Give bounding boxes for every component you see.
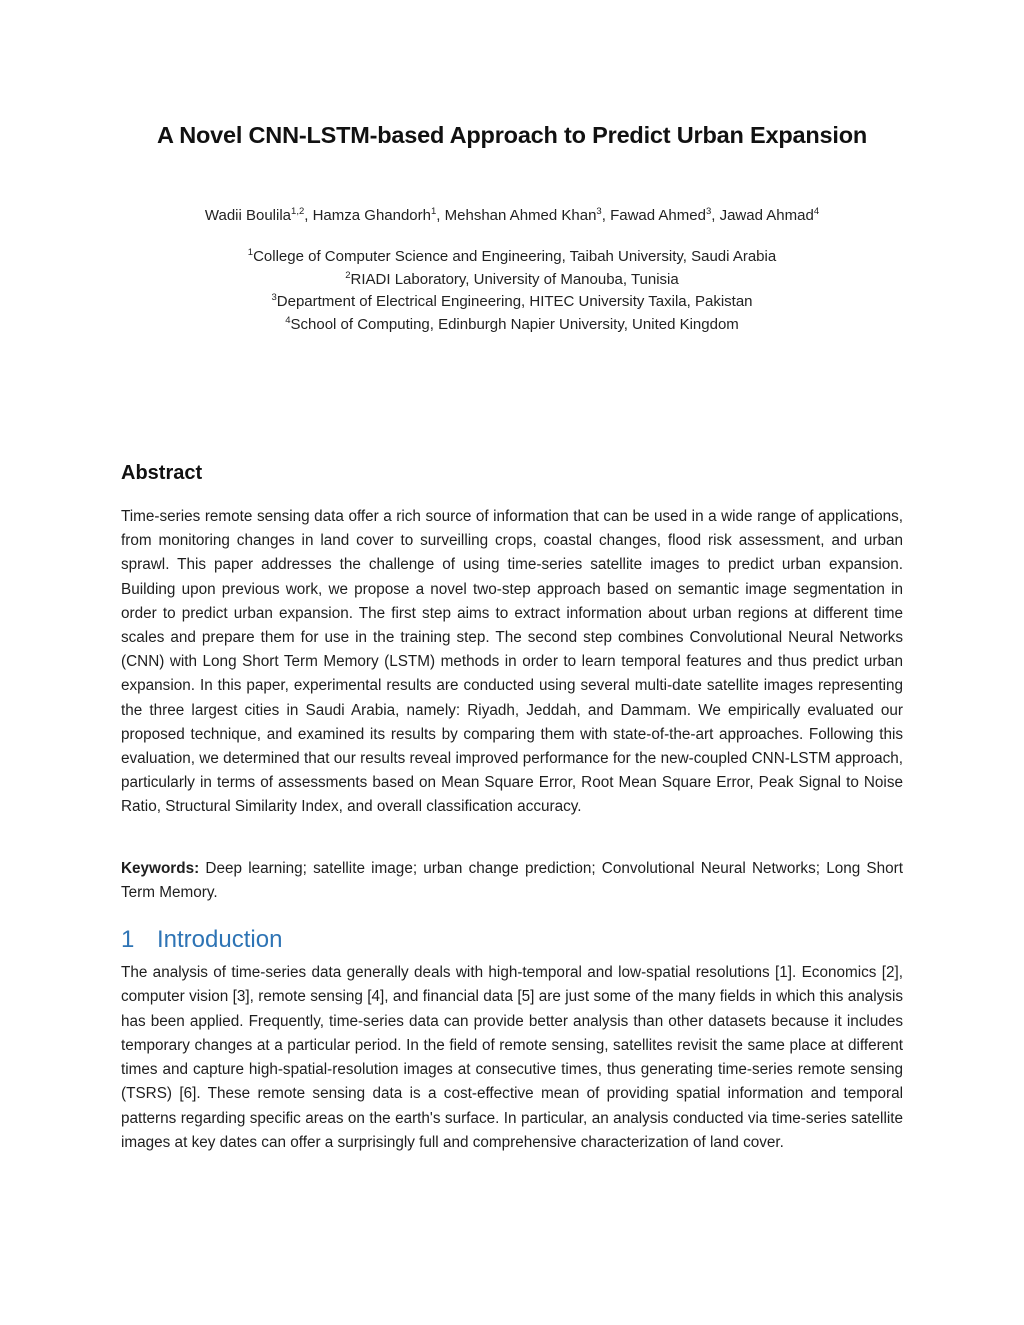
section-heading-introduction <box>121 926 282 954</box>
affiliation: $^4$School of Computing, Edinburgh Napier University, United Kingdom <box>285 314 739 333</box>
keywords-label: Keywords: <box>121 860 200 877</box>
author-superscript: 4 <box>813 206 820 217</box>
author-superscript: 3 <box>596 206 602 217</box>
author-superscript: 1 <box>431 206 437 217</box>
affiliation: $^1$College of Computer Science and Engineering, Taibah University, Saudi Arabia <box>247 247 777 265</box>
introduction-text: The analysis of time-series data generally deals with high-temporal and low-spatial resolutions [1]. Economics [2], computer vision [3], remote sensing [4], and financial data [5] are just some of the many fields in which this analysis has been applied. Frequently, time-series data can provide better analysis than other datasets because it includes temporary changes at a particular period. In the field of remote sensing, satellites revisit the same place at different times and capture high-spatial-resolution images at consecutive times, thus generating time-series remote sensing (TSRS) [6]. These remote sensing data is a cost-effective mean of providing spatial information and temporal patterns regarding specific areas on the earth's surface. In particular, an analysis conducted via time-series satellite images at key dates can offer a surprisingly full and comprehensive characterization of land cover. <box>121 964 903 1152</box>
affiliation: $^3$Department of Electrical Engineering, HITEC University Taxila, Pakistan <box>271 292 753 311</box>
section-title: Introduction <box>157 926 283 953</box>
abstract-heading: Abstract <box>121 462 203 484</box>
author-superscript: 3 <box>705 206 712 217</box>
keywords-text: Deep learning; satellite image; urban change prediction; Convolutional Neural Networks; Long Short Term Memory. <box>121 860 903 902</box>
author: Fawad Ahmed$^3$, <box>610 206 720 224</box>
paper-title: A Novel CNN-LSTM-based Approach to Predict Urban Expansion <box>156 122 867 148</box>
author-superscript: 1,2 <box>291 206 305 217</box>
author: Hamza Ghandorh$^1$, <box>312 206 445 224</box>
affiliation-list <box>0 246 1024 336</box>
keywords <box>121 857 903 905</box>
section-number: 1 <box>121 926 135 953</box>
affiliation: $^2$RIADI Laboratory, University of Manouba, Tunisia <box>345 269 679 288</box>
abstract-text: Time-series remote sensing data offer a rich source of information that can be used in a wide range of applications, from monitoring changes in land cover to surveilling crops, coastal changes, flood risk assessment, and urban sprawl. This paper addresses the challenge of using time-series satellite images to predict urban expansion. Building upon previous work, we propose a novel two-step approach based on semantic image segmentation in order to predict urban expansion. The first step aims to extract information about urban regions at different time scales and prepare them for use in the training step. The second step combines Convolutional Neural Networks (CNN) with Long Short Term Memory (LSTM) methods in order to learn temporal features and thus predict urban expansion. In this paper, experimental results are conducted using several multi-date satellite images representing the three largest cities in Saudi Arabia, namely: Riyadh, Jeddah, and Dammam. We empirically evaluated our proposed technique, and examined its results by comparing them with state-of-the-art approaches. Following this evaluation, we determined that our results reveal improved performance for the new-coupled CNN-LSTM approach, particularly in terms of assessments based on Mean Square Error, Root Mean Square Error, Peak Signal to Noise Ratio, Structural Similarity Index, and overall classification accuracy. <box>121 508 903 816</box>
author: Jawad Ahmad$^4$ <box>719 206 820 224</box>
author-list <box>0 207 1024 224</box>
author: Wadii Boulila$^{1,2}$, <box>204 206 313 224</box>
author: Mehshan Ahmed Khan$^3$, <box>444 206 611 224</box>
